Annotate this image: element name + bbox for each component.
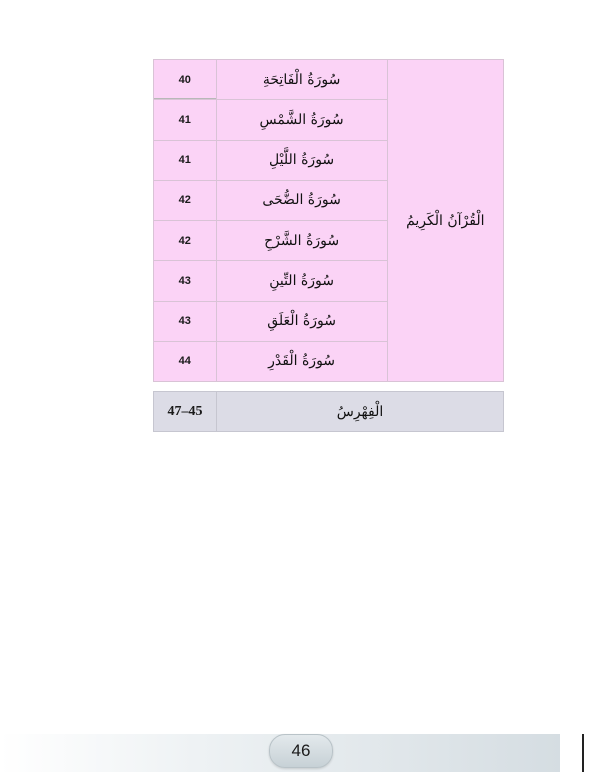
section-title-cell: الْقُرْآنُ الْكَرِيمُ [387, 60, 503, 382]
surah-name-cell: سُورَةُ الْقَدْرِ [216, 341, 387, 381]
index-label: الْفِهْرِسُ [217, 392, 504, 432]
table-of-contents [153, 59, 504, 382]
surah-name-cell: سُورَةُ الضُّحَى [216, 180, 387, 220]
page-number-cell: 41 [154, 100, 217, 140]
table-row [154, 60, 504, 100]
page-number-cell: 44 [154, 341, 217, 381]
page-number-cell: 42 [154, 180, 217, 220]
surah-name-cell: سُورَةُ الشَّرْحِ [216, 221, 387, 261]
table-row [154, 392, 504, 432]
page-number-badge: 46 [269, 734, 333, 768]
surah-name-cell: سُورَةُ الْعَلَقِ [216, 301, 387, 341]
page-number-cell: 40 [154, 60, 217, 100]
surah-name-cell: سُورَةُ الْفَاتِحَةِ [216, 60, 387, 100]
page-number-cell: 42 [154, 221, 217, 261]
surah-name-cell: سُورَةُ اللَّيْلِ [216, 140, 387, 180]
surah-name-cell: سُورَةُ الشَّمْسِ [216, 100, 387, 140]
index-page-range: 47–45 [154, 392, 217, 432]
surah-name-cell: سُورَةُ التِّينِ [216, 261, 387, 301]
index-row-table [153, 391, 504, 432]
page-number-cell: 43 [154, 261, 217, 301]
footer-divider [582, 734, 584, 772]
page-number-cell: 41 [154, 140, 217, 180]
page-number-cell: 43 [154, 301, 217, 341]
